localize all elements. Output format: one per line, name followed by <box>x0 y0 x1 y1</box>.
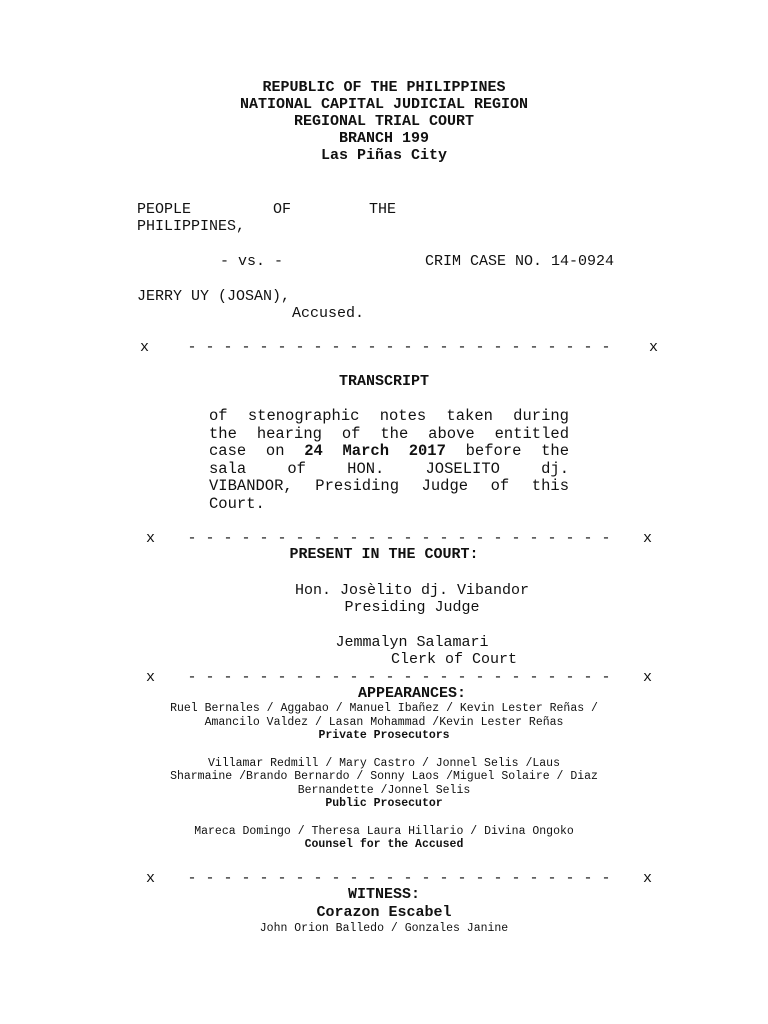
public-prosecutor-line-1: Villamar Redmill / Mary Castro / Jonnel Selis /Laus <box>208 757 560 770</box>
private-prosecutors-line-2: Amancilo Valdez / Lasan Mohammad /Kevin Lester Reñas <box>204 716 564 729</box>
clerk-name: Jemmalyn Salamari <box>335 634 489 651</box>
witness-title: WITNESS: <box>347 886 420 903</box>
clerk-role: Clerk of Court <box>390 651 518 668</box>
separator-mark: x <box>146 530 156 547</box>
witness-name: Corazon Escabel <box>316 904 452 921</box>
court-name: REGIONAL TRIAL COURT <box>293 113 475 130</box>
private-prosecutors-role: Private Prosecutors <box>318 729 450 742</box>
separator-mark: x <box>642 669 652 686</box>
public-prosecutor-line-2: Sharmaine /Brando Bernardo / Sonny Laos /Miguel Solaire / Diaz <box>170 770 598 783</box>
separator-3 <box>146 669 652 686</box>
transcript-line: the hearing of the above entitled <box>209 424 569 443</box>
separator-mark: x <box>146 669 156 686</box>
separator-mark: x <box>146 870 156 887</box>
private-prosecutors-line-1: Ruel Bernales / Aggabao / Manuel Ibañez / Kevin Lester Reñas / <box>170 702 598 715</box>
separator-1 <box>140 339 658 356</box>
transcript-line: Court. <box>209 494 265 513</box>
transcript-line: of stenographic notes taken during <box>209 407 569 425</box>
transcript-line <box>209 443 569 461</box>
other-witnesses: John Orion Balledo / Gonzales Janine <box>259 922 509 935</box>
plaintiff-word-1: PEOPLE <box>137 201 192 218</box>
present-title: PRESENT IN THE COURT: <box>289 546 479 563</box>
separator-2 <box>146 530 652 547</box>
defense-counsel-line-1: Mareca Domingo / Theresa Laura Hillario / Divina Ongoko <box>194 825 574 838</box>
appearances-title: APPEARANCES: <box>357 685 467 702</box>
public-prosecutor-role: Public Prosecutor <box>325 797 443 810</box>
separator-dashes: - - - - - - - - - - - - - - - - - - - - - - - - <box>187 530 611 547</box>
transcript-paragraph <box>209 408 569 513</box>
plaintiff-line-2: PHILIPPINES, <box>137 218 246 235</box>
judge-name: Hon. Josèlito dj. Vibandor <box>294 582 530 599</box>
defense-counsel-role: Counsel for the Accused <box>304 838 464 851</box>
transcript-text: before the <box>445 442 569 460</box>
plaintiff-word-3: THE <box>369 201 397 218</box>
transcript-line: VIBANDOR, Presiding Judge of this <box>209 477 569 495</box>
judge-role: Presiding Judge <box>344 599 480 616</box>
separator-dashes: - - - - - - - - - - - - - - - - - - - - - - - - <box>187 669 611 686</box>
court-region: NATIONAL CAPITAL JUDICIAL REGION <box>239 96 529 113</box>
court-city: Las Piñas City <box>320 147 448 164</box>
public-prosecutor-line-3: Bernandette /Jonnel Selis <box>297 784 471 797</box>
versus-label: - vs. - <box>220 253 284 270</box>
transcript-text: case on <box>209 442 305 460</box>
transcript-title: TRANSCRIPT <box>338 373 429 390</box>
separator-mark: x <box>140 339 150 356</box>
separator-dashes: - - - - - - - - - - - - - - - - - - - - - - - - <box>187 339 611 356</box>
accused-name: JERRY UY (JOSAN), <box>137 288 291 305</box>
transcript-line: sala of HON. JOSELITO dj. <box>209 459 569 478</box>
separator-mark: x <box>648 339 658 356</box>
case-number: CRIM CASE NO. 14-0924 <box>425 253 615 270</box>
plaintiff-word-2: OF <box>273 201 292 218</box>
hearing-date: 24 March 2017 <box>304 442 446 460</box>
separator-4 <box>146 870 652 887</box>
separator-mark: x <box>642 870 652 887</box>
court-republic: REPUBLIC OF THE PHILIPPINES <box>262 79 506 96</box>
separator-dashes: - - - - - - - - - - - - - - - - - - - - - - - - <box>187 870 611 887</box>
court-branch: BRANCH 199 <box>338 130 429 147</box>
accused-label: Accused. <box>292 305 365 322</box>
separator-mark: x <box>642 530 652 547</box>
